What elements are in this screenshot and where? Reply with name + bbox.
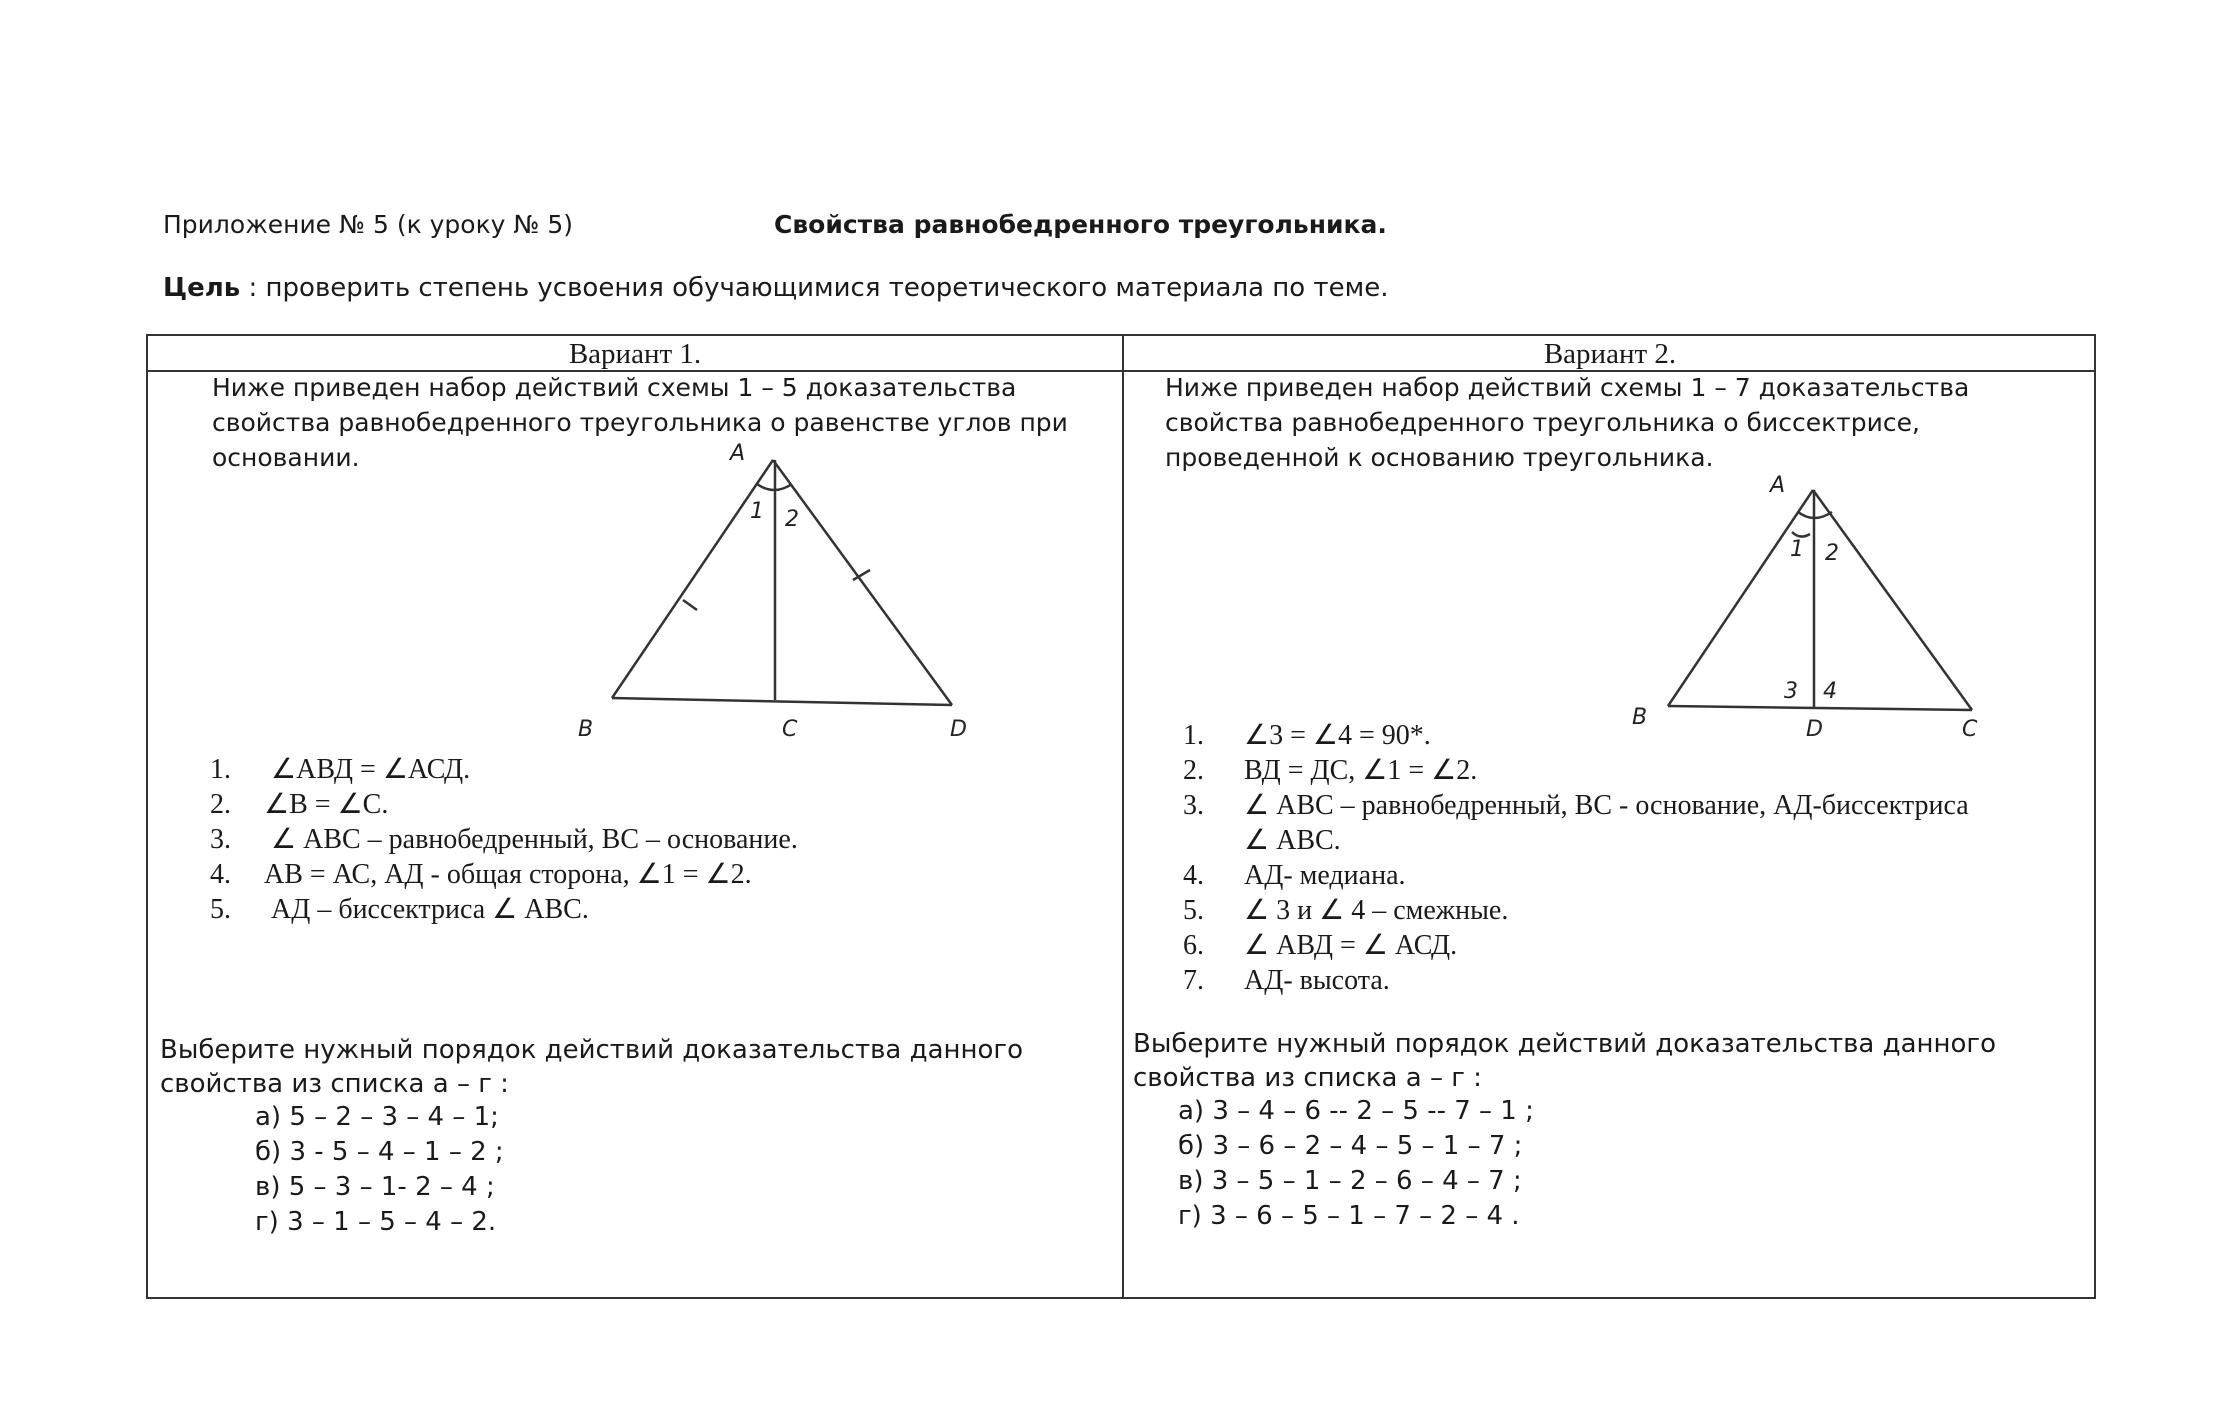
base-bd	[612, 698, 952, 705]
list-item: 1. ∠АВД = ∠АСД.	[210, 754, 471, 785]
label-a: A	[1770, 473, 1786, 498]
list-item: ∠ АВС.	[1237, 825, 1341, 856]
side-ab	[1668, 490, 1813, 706]
list-item: 7. АД- высота.	[1183, 965, 1390, 996]
list-item: 4. АВ = АС, АД - общая сторона, ∠1 = ∠2.	[210, 859, 752, 890]
option-a: а) 3 – 4 – 6 -- 2 – 5 -- 7 – 1 ;	[1178, 1096, 1534, 1126]
list-item: 2. ∠В = ∠С.	[210, 789, 389, 820]
label-angle-2: 2	[1825, 541, 1839, 566]
variant2-steps	[1183, 718, 1969, 998]
option-d: г) 3 – 6 – 5 – 1 – 7 – 2 – 4 .	[1178, 1201, 1520, 1231]
label-d: D	[950, 717, 967, 742]
option-d: г) 3 – 1 – 5 – 4 – 2.	[255, 1207, 497, 1237]
option-a: а) 5 – 2 – 3 – 4 – 1;	[255, 1102, 499, 1132]
goal-label: Цель	[163, 273, 241, 303]
option-b: б) 3 – 6 – 2 – 4 – 5 – 1 – 7 ;	[1178, 1131, 1523, 1161]
variant2-question	[1133, 1027, 1996, 1095]
variant2-intro-line: Ниже приведен набор действий схемы 1 – 7 доказательства	[1165, 373, 1970, 402]
label-b: B	[578, 717, 594, 742]
variant1-intro-line: основании.	[212, 443, 360, 472]
question-line: свойства из списка а – г :	[1133, 1063, 1482, 1093]
variant2-intro-line: проведенной к основанию треугольника.	[1165, 443, 1714, 472]
label-angle-4: 4	[1823, 679, 1837, 704]
question-line: свойства из списка а – г :	[160, 1069, 509, 1099]
column-divider	[1122, 336, 1124, 1297]
variant1-intro-line: Ниже приведен набор действий схемы 1 – 5 доказательства	[212, 373, 1017, 402]
page-title: Свойства равнобедренного треугольника.	[774, 210, 1387, 239]
list-item: 4. АД- медиана.	[1183, 860, 1406, 891]
label-c: C	[1962, 717, 1978, 740]
list-item: 2. ВД = ДС, ∠1 = ∠2.	[1183, 755, 1478, 786]
list-item: 5. АД – биссектриса ∠ АВС.	[210, 894, 589, 925]
variant1-options	[255, 1100, 504, 1240]
label-c: C	[782, 717, 798, 742]
label-d: D	[1806, 717, 1823, 740]
label-a: A	[730, 441, 746, 466]
option-b: б) 3 - 5 – 4 – 1 – 2 ;	[255, 1137, 504, 1167]
tick-mark-ab	[683, 600, 697, 610]
question-line: Выберите нужный порядок действий доказательства данного	[160, 1035, 1024, 1065]
option-c: в) 3 – 5 – 1 – 2 – 6 – 4 – 7 ;	[1178, 1166, 1522, 1196]
variant1-steps	[210, 752, 798, 927]
appendix-label: Приложение № 5 (к уроку № 5)	[163, 210, 574, 239]
variant2-heading: Вариант 2.	[1543, 338, 1677, 370]
goal-line	[163, 273, 1388, 303]
question-line: Выберите нужный порядок действий доказательства данного	[1133, 1029, 1997, 1059]
list-item: 5. ∠ 3 и ∠ 4 – смежные.	[1183, 895, 1509, 926]
list-item: 6. ∠ АВД = ∠ АСД.	[1183, 930, 1458, 961]
label-angle-1: 1	[1790, 537, 1804, 562]
variant1-heading: Вариант 1.	[568, 338, 702, 370]
variant2-triangle-figure	[1620, 470, 2000, 740]
angle-arc-1	[1792, 532, 1810, 537]
option-c: в) 5 – 3 – 1- 2 – 4 ;	[255, 1172, 495, 1202]
side-ad	[773, 460, 952, 705]
label-angle-3: 3	[1784, 679, 1798, 704]
variant2-intro-line: свойства равнобедренного треугольника о биссектрисе,	[1165, 408, 1920, 437]
label-b: B	[1632, 705, 1648, 730]
goal-text: : проверить степень усвоения обучающимися теоретического материала по теме.	[240, 273, 1389, 303]
variant1-intro-line: свойства равнобедренного треугольника о равенстве углов при	[212, 408, 1068, 437]
variant1-question	[160, 1033, 1023, 1101]
variant1-triangle-figure	[560, 440, 980, 750]
list-item: 1. ∠3 = ∠4 = 90*.	[1183, 720, 1431, 751]
variant2-intro	[1165, 370, 1969, 475]
variant2-options	[1178, 1094, 1534, 1234]
side-ab	[612, 460, 773, 698]
side-ac	[1813, 490, 1972, 710]
label-angle-2: 2	[785, 507, 799, 532]
base-bc	[1668, 706, 1972, 710]
label-angle-1: 1	[750, 499, 764, 524]
list-item: 3. ∠ АВС – равнобедренный, ВС - основание, АД-биссектриса	[1183, 790, 1969, 821]
list-item: 3. ∠ АВС – равнобедренный, ВС – основание.	[210, 824, 798, 855]
